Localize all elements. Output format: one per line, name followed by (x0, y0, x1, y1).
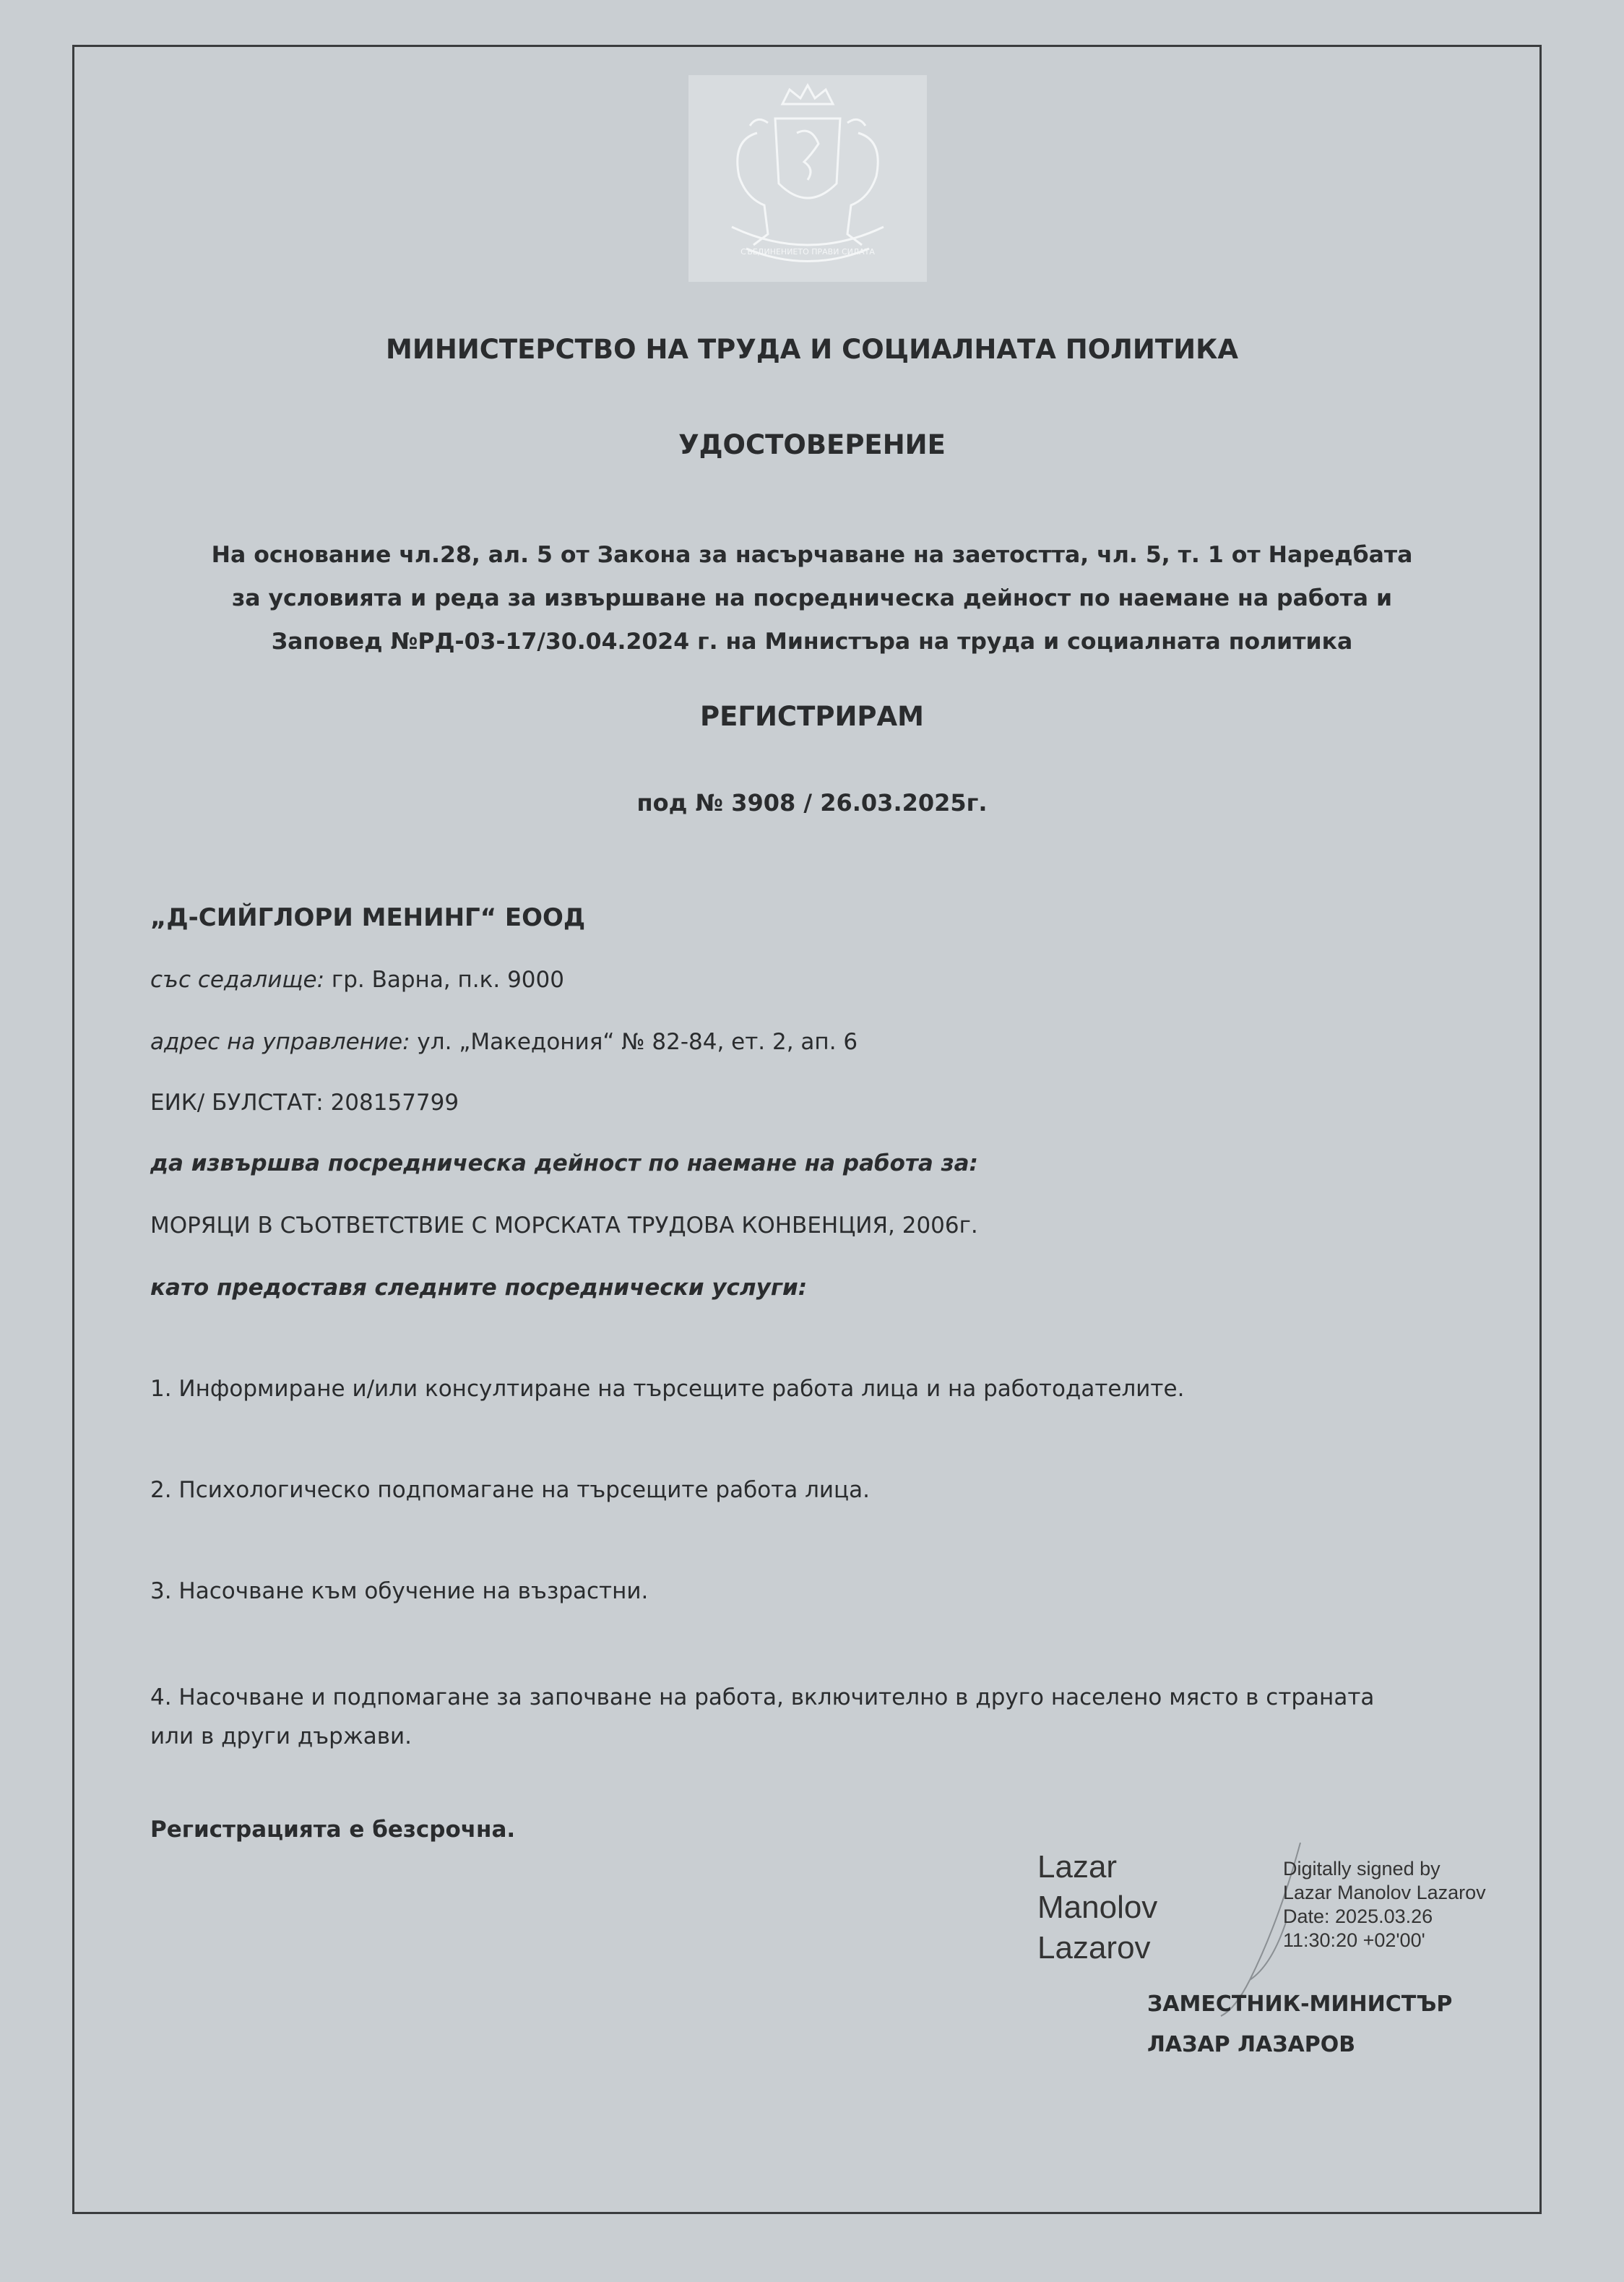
signature-name-line: Manolov (1037, 1890, 1158, 1925)
signature-info-line: Lazar Manolov Lazarov (1283, 1882, 1486, 1903)
registration-number: под № 3908 / 26.03.2025г. (636, 789, 988, 817)
legal-basis (0, 533, 1624, 663)
registration-verb: РЕГИСТРИРАМ (700, 701, 924, 732)
signature-info-line: Digitally signed by (1283, 1858, 1441, 1880)
signer-name: ЛАЗАР ЛАЗАРОВ (1147, 2032, 1356, 2057)
signature-info-line: Date: 2025.03.26 (1283, 1906, 1433, 1927)
document-title: УДОСТОВЕРЕНИЕ (678, 429, 946, 460)
company-eik: ЕИК/ БУЛСТАТ: 208157799 (150, 1090, 459, 1116)
address-label: адрес на управление: (150, 1029, 410, 1055)
registration-term: Регистрацията е безсрочна. (150, 1817, 516, 1843)
service-item: 3. Насочване към обучение на възрастни. (150, 1578, 649, 1604)
service-item: 1. Информиране и/или консултиране на търсещите работа лица и на работодателите. (150, 1376, 1185, 1402)
coat-of-arms-icon (688, 75, 927, 282)
seat-label: със седалище: (150, 967, 325, 993)
service-item: 4. Насочване и подпомагане за започване на работа, включително в друго населено място в страната или в други държави. (150, 1684, 1375, 1749)
company-seat (150, 967, 564, 993)
ministry-name: МИНИСТЕРСТВО НА ТРУДА И СОЦИАЛНАТА ПОЛИТИКА (386, 334, 1238, 365)
signature-name-line: Lazar (1037, 1849, 1118, 1885)
services-heading: като предоставя следните посреднически услуги: (150, 1275, 808, 1301)
seat-value: гр. Варна, п.к. 9000 (324, 967, 564, 993)
signature-info-line: 11:30:20 +02'00' (1283, 1929, 1425, 1951)
company-name: „Д-СИЙГЛОРИ МЕНИНГ“ ЕООД (150, 903, 586, 932)
activity-heading: да извършва посредническа дейност по наемане на работа за: (150, 1150, 978, 1176)
activity-scope: МОРЯЦИ В СЪОТВЕТСТВИЕ С МОРСКАТА ТРУДОВА КОНВЕНЦИЯ, 2006г. (150, 1213, 978, 1239)
signer-position: ЗАМЕСТНИК-МИНИСТЪР (1147, 1992, 1453, 2017)
signature-info (1283, 1857, 1486, 1952)
service-item: 2. Психологическо подпомагане на търсещите работа лица. (150, 1477, 870, 1503)
signature-name (1037, 1847, 1157, 1968)
legal-basis-line: На основание чл.28, ал. 5 от Закона за насърчаване на заетостта, чл. 5, т. 1 от Наредбата (211, 542, 1413, 568)
legal-basis-line: Заповед №РД-03-17/30.04.2024 г. на Министъра на труда и социалната политика (271, 629, 1353, 655)
company-address (150, 1029, 858, 1055)
emblem-motto: СЪЕДИНЕНИЕТО ПРАВИ СИЛАТА (740, 247, 875, 257)
signature-name-line: Lazarov (1037, 1930, 1151, 1965)
legal-basis-line: за условията и реда за извършване на посредническа дейност по наемане на работа и (231, 585, 1393, 611)
address-value: ул. „Македония“ № 82-84, ет. 2, ап. 6 (410, 1029, 858, 1055)
coat-of-arms-drawing (688, 75, 927, 282)
